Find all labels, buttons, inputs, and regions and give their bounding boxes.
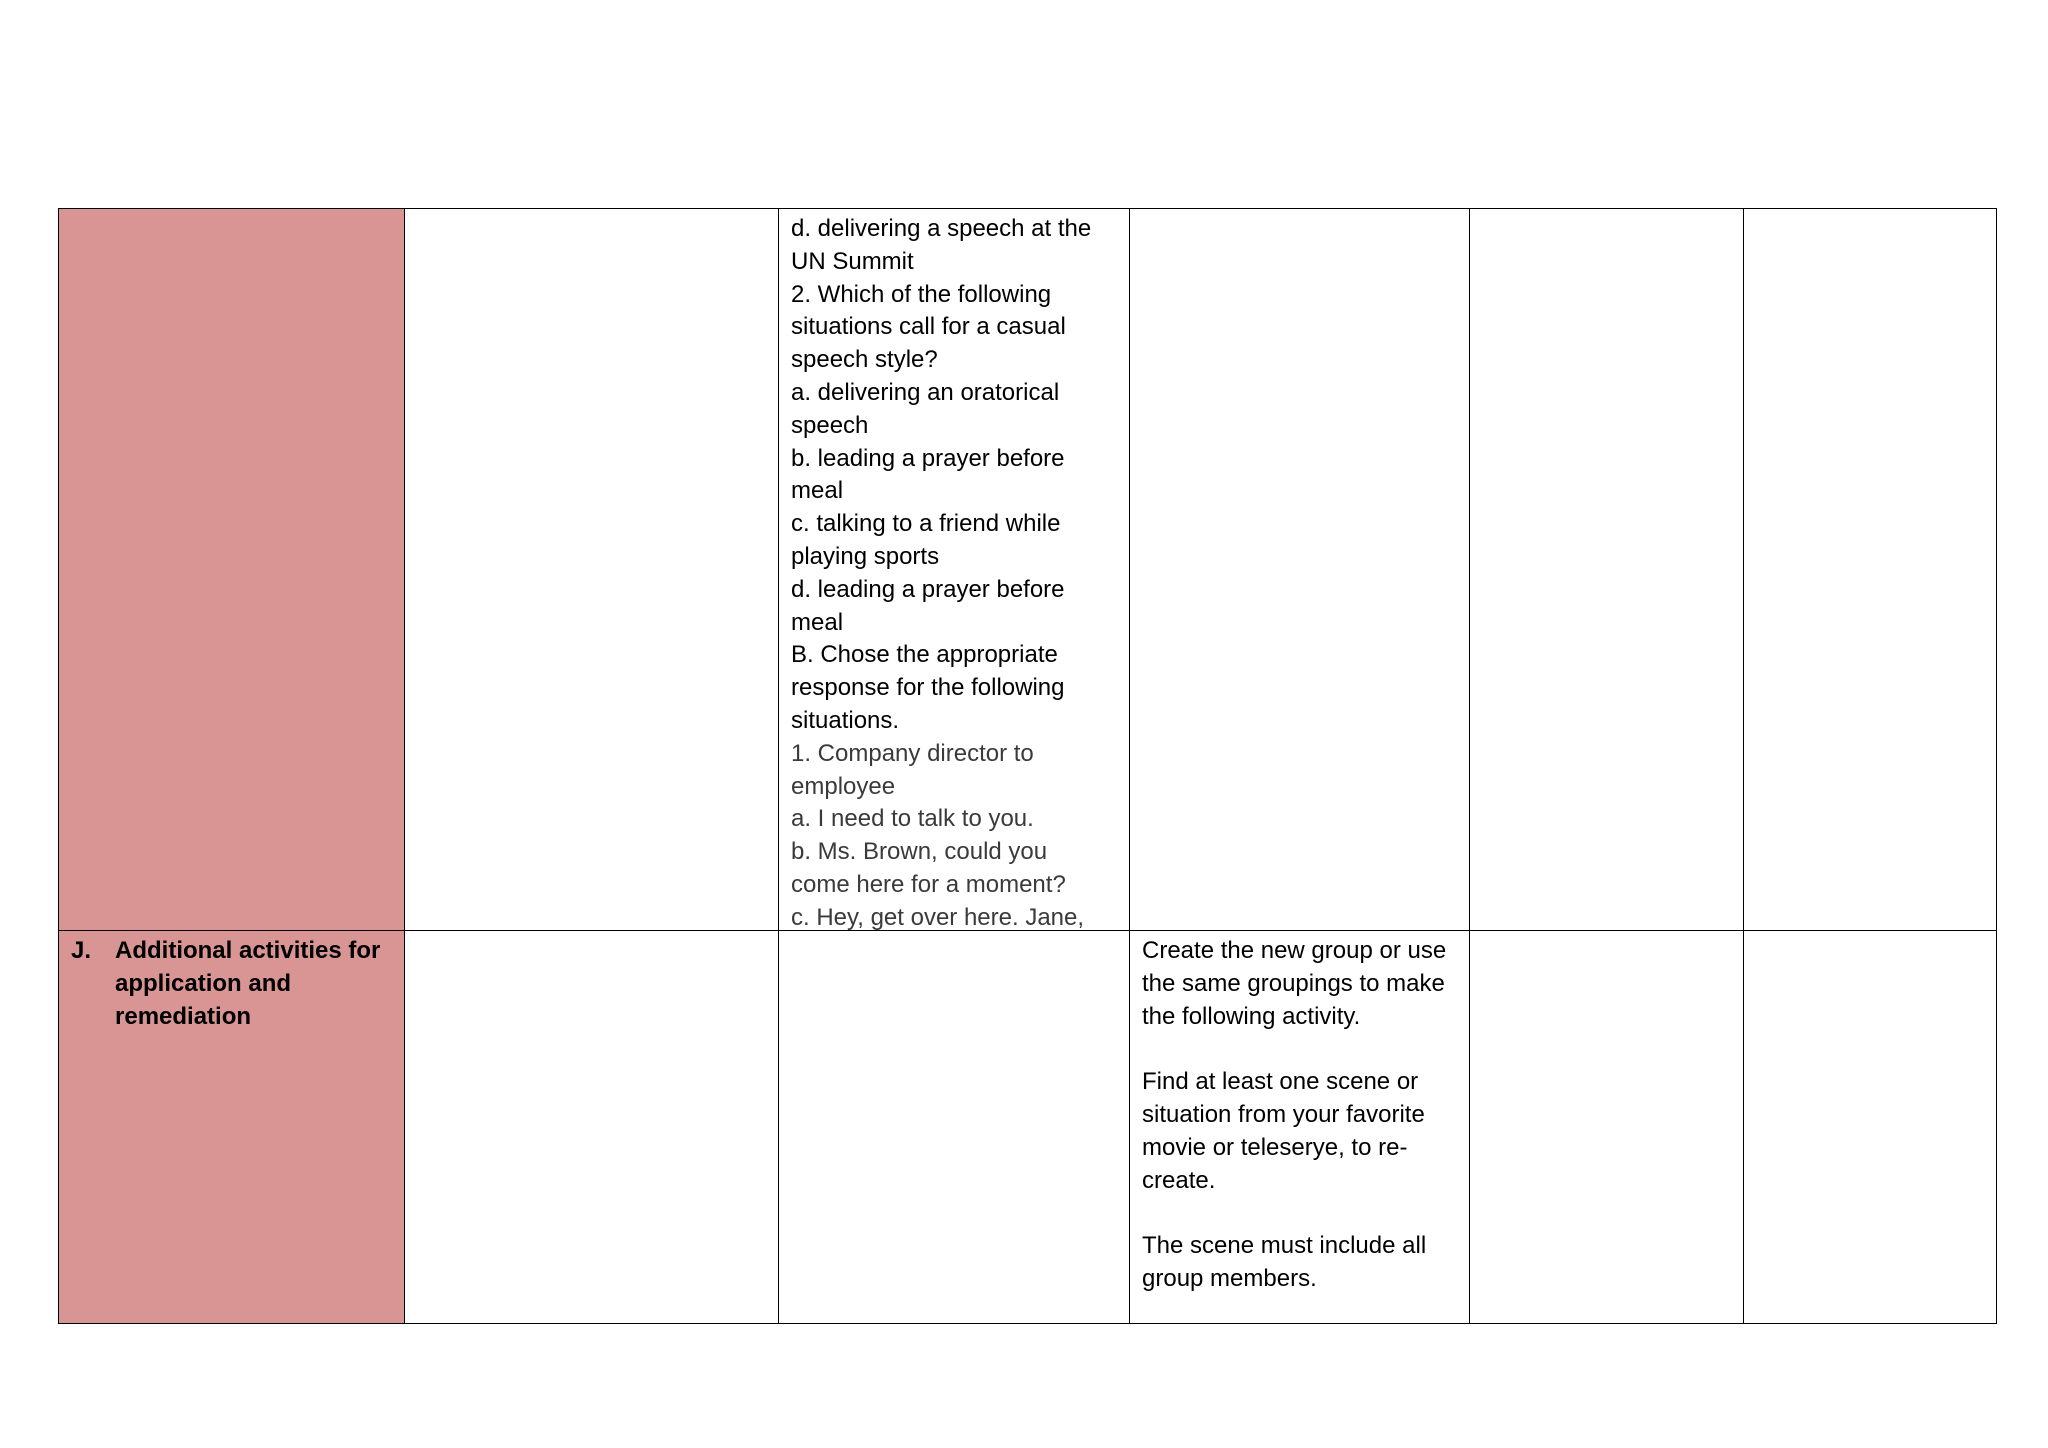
text-line: situation from your favorite — [1142, 1100, 1425, 1128]
evaluation-cell — [779, 209, 1130, 931]
row-label-letter: J. — [71, 937, 92, 964]
empty-cell — [779, 931, 1130, 1324]
text-line: response for the following — [791, 674, 1065, 702]
text-line: c. Hey, get over here. Jane, — [791, 903, 1085, 930]
text-line: The scene must include all — [1142, 1232, 1427, 1260]
text-line: group members. — [1142, 1264, 1317, 1292]
text-line: UN Summit — [791, 247, 914, 275]
empty-cell — [1744, 209, 1997, 931]
blank-line — [1142, 1197, 1457, 1230]
text-line: come here for a moment? — [791, 870, 1066, 898]
empty-cell — [405, 209, 779, 931]
text-line: b. Ms. Brown, could you — [791, 838, 1048, 866]
text-line: employee — [791, 772, 896, 800]
activity-cell — [1130, 931, 1470, 1324]
lesson-log-table — [58, 208, 1997, 1324]
row-label-cell — [59, 931, 405, 1324]
empty-cell — [405, 931, 779, 1324]
text-line: d. delivering a speech at the — [791, 215, 1092, 242]
text-line: 2. Which of the following — [791, 280, 1052, 308]
text-line: Find at least one scene or — [1142, 1068, 1419, 1096]
text-line: the following activity. — [1142, 1002, 1361, 1030]
text-line: speech style? — [791, 346, 938, 374]
blank-line — [1142, 1033, 1457, 1066]
text-line: speech — [791, 411, 869, 439]
text-line: situations call for a casual — [791, 313, 1066, 341]
label-line: application and — [115, 969, 292, 997]
text-line: c. talking to a friend while — [791, 510, 1061, 538]
text-line: a. delivering an oratorical — [791, 378, 1060, 406]
label-line: Additional activities for — [115, 937, 381, 964]
text-line: a. I need to talk to you. — [791, 805, 1034, 833]
activity-text — [1130, 931, 1469, 1296]
text-line: situations. — [791, 706, 900, 734]
evaluation-text — [779, 209, 1129, 930]
row-label-text — [115, 935, 392, 1033]
text-line: meal — [791, 477, 844, 505]
text-line: Create the new group or use — [1142, 937, 1447, 964]
table-row — [59, 931, 1997, 1324]
empty-cell — [1470, 931, 1744, 1324]
empty-cell — [1744, 931, 1997, 1324]
empty-cell — [1130, 209, 1470, 931]
table-row — [59, 209, 1997, 931]
row-label-cell-continued — [59, 209, 405, 931]
text-line: meal — [791, 608, 844, 636]
empty-cell — [1470, 209, 1744, 931]
row-label — [59, 931, 404, 1033]
text-line: B. Chose the appropriate — [791, 641, 1058, 669]
text-line: d. leading a prayer before — [791, 575, 1065, 603]
text-line: movie or teleserye, to re- — [1142, 1133, 1408, 1161]
text-line: b. leading a prayer before — [791, 444, 1065, 472]
text-line: playing sports — [791, 542, 940, 570]
text-line: the same groupings to make — [1142, 969, 1445, 997]
text-line: 1. Company director to — [791, 739, 1034, 767]
text-line: create. — [1142, 1166, 1216, 1194]
label-line: remediation — [115, 1002, 252, 1030]
